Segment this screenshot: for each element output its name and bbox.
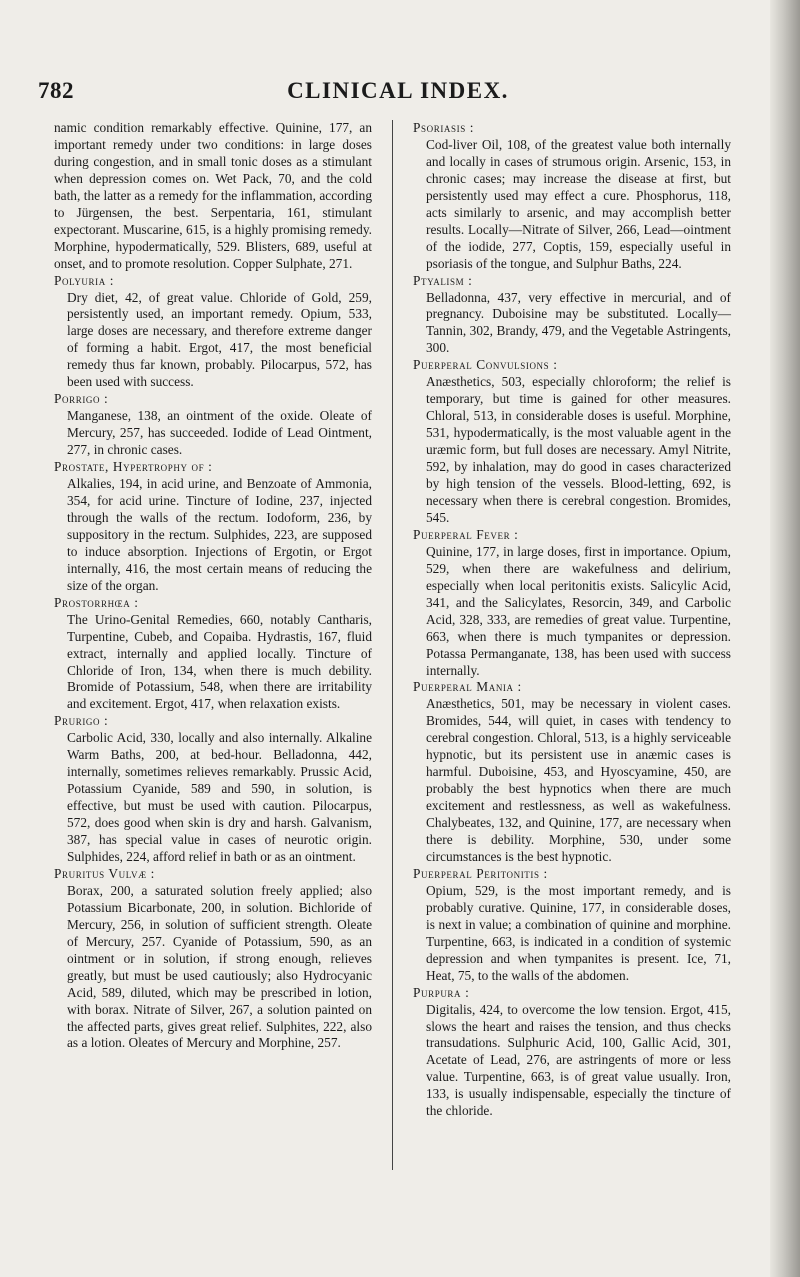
running-title: CLINICAL INDEX. [287, 78, 509, 103]
entry-text: Anæsthetics, 503, especially chloroform; the relief is temporary, but time is gained for other measures. Chloral, 513, in considerable doses is useful. Morphine, 531, hypodermatically, is the most valuable agent in the uræmic form, but full doses are necessary. Amyl Nitrite, 592, by inhalation, may do good in cases characterized by high tension of the vessels. Blood-letting, 692, is necessary when there is cerebral congestion. Bromides, 545. [426, 374, 731, 525]
entry-text: Digitalis, 424, to overcome the low tension. Ergot, 415, slows the heart and raises the tension, and thus checks transudations. Sulphuric Acid, 100, Gallic Acid, 301, Acetate of Lead, 276, are astringents of more or less value. Turpentine, 663, is of great value usually. Iron, 133, is usually indispensable, especially the tincture of the chloride. [426, 1001, 731, 1119]
index-entry-puerperal-mania [413, 679, 731, 865]
entry-term: Purpura : [413, 984, 470, 1000]
index-entry-puerperal-peritonitis [413, 866, 731, 985]
entry-term: Prostate, Hypertrophy of : [54, 459, 213, 475]
page-edge-shadow [770, 0, 800, 1277]
entry-text: Anæsthetics, 501, may be necessary in violent cases. Bromides, 544, will quiet, in cases with tendency to cerebral congestion. Chloral, 513, is a highly serviceable hypnotic, but its persistent use in anæmic cases is harmful. Duboisine, 453, and Hyoscyamine, 450, are probably the best hypnotics when there are much excitement and restlessness, as well as wakefulness. Chalybeates, 132, and Quinine, 177, are necessary when there is debility. Morphine, 530, under some circumstances is the best hypnotic. [426, 696, 731, 864]
right-column [413, 120, 731, 1120]
entry-text: Belladonna, 437, very effective in mercurial, and of pregnancy. Duboisine may be substituted. Locally—Tannin, 302, Brandy, 479, and the Vegetable Astringents, 300. [426, 289, 731, 356]
entry-text: Carbolic Acid, 330, locally and also internally. Alkaline Warm Baths, 200, at bed-hour. Belladonna, 442, internally, sometimes relieves remarkably. Prussic Acid, Potassium Cyanide, 589 and 590, in solution, is effective, but must be used with caution. Pilocarpus, 572, does good when skin is dry and harsh. Galvanism, 387, has special value in cases of neurotic origin. Sulphides, 224, afford relief in bath or as an ointment. [67, 730, 372, 864]
entry-term: Puerperal Peritonitis : [413, 865, 548, 881]
entry-term: Ptyalism : [413, 272, 473, 288]
index-entry-ptyalism [413, 273, 731, 358]
entry-term: Polyuria : [54, 272, 115, 288]
entry-text: Cod-liver Oil, 108, of the greatest value both internally and locally in cases of strumous origin. Arsenic, 153, in chronic cases; may increase the disease at first, but persistently used may effect a cure. Phosphorus, 118, acts similarly to arsenic, and may accomplish better results. Locally—Nitrate of Silver, 266, Lead—ointment of the iodide, 277, Coptis, 159, especially useful in psoriasis of the tongue, and Sulphur Baths, 224. [426, 136, 731, 271]
entry-text: Opium, 529, is the most important remedy, and is probably curative. Quinine, 177, in considerable doses, is next in value; a combination of quinine and morphine. Turpentine, 663, is indicated in a condition of systemic depression and when tympanites is present. Ice, 71, Heat, 75, to the walls of the abdomen. [426, 882, 731, 983]
page-number: 782 [38, 78, 74, 103]
entry-text: Quinine, 177, in large doses, first in importance. Opium, 529, when there are wakefulness and delirium, especially when local peritonitis exists. Salicylic Acid, 341, and the Salicylates, Resorcin, 349, and Carbolic Acid, 328, 333, are remedies of great value. Turpentine, 663, when there is much tympanites or depression. Potassa Permanganate, 138, has been used with success internally. [426, 543, 731, 678]
entry-text: The Urino-Genital Remedies, 660, notably Cantharis, Turpentine, Cubeb, and Copaiba. Hydrastis, 167, fluid extract, internally and applied locally. Tincture of Chloride of Iron, 134, when there is much debility. Bromide of Potassium, 548, when there are irritability and excitement. Ergot, 417, when relaxation exists. [67, 611, 372, 712]
index-entry-porrigo [54, 391, 372, 459]
index-entry-prostorrhoea [54, 595, 372, 714]
entry-term: Prurigo : [54, 713, 109, 729]
continued-entry-text: namic condition remarkably effective. Quinine, 177, an important remedy under two conditions: in large doses during congestion, and in small tonic doses as a stimulant when depression comes on. Wet Pack, 70, and the cold bath, the latter as a remedy for the inflammation, according to Jürgensen, the best. Serpentaria, 161, stimulant expectorant. Muscarine, 615, is a highly promising remedy. Morphine, hypodermatically, 529. Blisters, 689, useful at onset, and to promote resolution. Copper Sulphate, 271. [54, 120, 372, 271]
entry-term: Porrigo : [54, 391, 109, 407]
entry-term: Psoriasis : [413, 120, 475, 135]
entry-text: Manganese, 138, an ointment of the oxide. Oleate of Mercury, 257, has succeeded. Iodide of Lead Ointment, 277, in chronic cases. [67, 408, 372, 458]
index-entry-purpura [413, 985, 731, 1121]
entry-term: Pruritus Vulvæ : [54, 865, 155, 881]
index-entry-prostate-hypertrophy [54, 459, 372, 595]
index-entry-polyuria [54, 273, 372, 392]
column-divider [392, 120, 393, 1170]
index-entry-puerperal-fever [413, 527, 731, 680]
index-entry-puerperal-convulsions [413, 357, 731, 527]
left-column [54, 120, 372, 1052]
index-entry-pruritus-vulvae [54, 866, 372, 1052]
index-entry-psoriasis [413, 120, 731, 273]
entry-text: Dry diet, 42, of great value. Chloride of Gold, 259, persistently used, an important remedy. Opium, 533, large doses are necessary, and therefore extreme danger of forming a habit. Ergot, 417, the most beneficial remedy thus far known, probably. Pilocarpus, 572, has been used with success. [67, 289, 372, 390]
index-entry-prurigo [54, 713, 372, 866]
entry-term: Puerperal Mania : [413, 679, 522, 695]
entry-term: Puerperal Fever : [413, 526, 519, 542]
entry-term: Puerperal Convulsions : [413, 357, 558, 373]
page-header [38, 78, 758, 108]
entry-text: Borax, 200, a saturated solution freely applied; also Potassium Bicarbonate, 200, in solution. Bichloride of Mercury, 256, in solution of sufficient strength. Oleate of Mercury, 257. Cyanide of Potassium, 590, as an ointment or in solution, if strong enough, relieves greatly, but must be used cautiously; also Hydrocyanic Acid, 589, diluted, which may be prescribed in lotion, with borax. Nitrate of Silver, 267, a solution painted on the affected parts, gives great relief. Sulphites, 222, also as a lotion. Oleates of Mercury and Morphine, 257. [67, 882, 372, 1051]
entry-text: Alkalies, 194, in acid urine, and Benzoate of Ammonia, 354, for acid urine. Tincture of Iodine, 237, injected through the walls of the rectum. Iodoform, 236, by suppository in the rectum. Sulphides, 223, are supposed to induce absorption. Injections of Ergotin, or Ergot internally, 416, the most certain means of reducing the size of the organ. [67, 476, 372, 593]
entry-term: Prostorrhœa : [54, 594, 139, 610]
